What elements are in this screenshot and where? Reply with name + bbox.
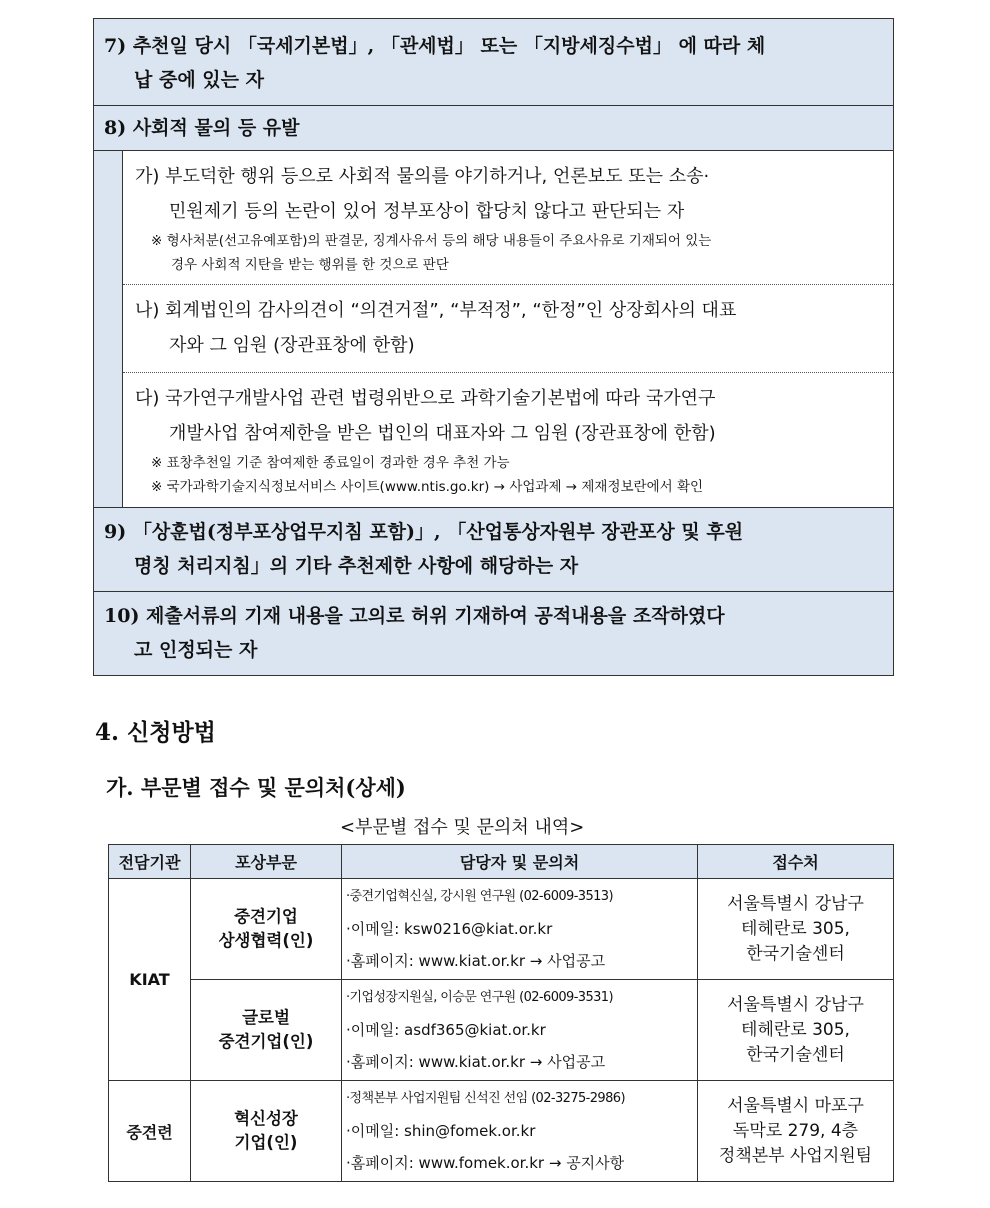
table-caption: <부문별 접수 및 문의처 내역> bbox=[340, 817, 585, 838]
reception-line1: 서울특별시 마포구 bbox=[727, 1095, 864, 1116]
reception-cell bbox=[698, 980, 894, 1081]
contact-homepage[interactable]: ·홈페이지: www.kiat.or.kr → 사업공고 bbox=[346, 1053, 606, 1071]
item-8c-note-2: ※ 국가과학기술지식정보서비스 사이트(www.ntis.go.kr) → 사업과제 → 제재정보란에서 확인 bbox=[151, 479, 704, 495]
contacts-table bbox=[108, 844, 894, 1182]
contact-email[interactable]: ·이메일: ksw0216@kiat.or.kr bbox=[346, 920, 553, 938]
item-8a-note bbox=[135, 229, 883, 277]
criteria-item-10 bbox=[94, 591, 893, 675]
table-header-row bbox=[109, 845, 894, 879]
contact-homepage[interactable]: ·홈페이지: www.kiat.or.kr → 사업공고 bbox=[346, 952, 606, 970]
criteria-item-8-c bbox=[123, 372, 893, 507]
contact-cell bbox=[342, 1081, 698, 1182]
reception-line3: 한국기술센터 bbox=[746, 1044, 845, 1065]
item-8a-line1: 가) 부도덕한 행위 등으로 사회적 물의를 야기하거나, 언론보도 또는 소송· bbox=[135, 166, 710, 187]
header-org: 전담기관 bbox=[109, 845, 191, 879]
criteria-item-8-subitems bbox=[94, 150, 893, 507]
header-contact: 담당자 및 문의처 bbox=[342, 845, 698, 879]
category-line2: 기업(인) bbox=[234, 1133, 298, 1152]
contact-cell bbox=[342, 980, 698, 1081]
category-line1: 중견기업 bbox=[234, 907, 298, 926]
exclusion-criteria-box bbox=[93, 18, 894, 676]
criteria-item-8-title: 8) 사회적 물의 등 유발 bbox=[94, 105, 893, 150]
contact-person: ·중견기업혁신실, 강시원 연구원 (02-6009-3513) bbox=[346, 889, 613, 904]
contact-email[interactable]: ·이메일: asdf365@kiat.or.kr bbox=[346, 1021, 546, 1039]
reception-cell bbox=[698, 1081, 894, 1182]
table-row bbox=[109, 980, 894, 1081]
table-row bbox=[109, 1081, 894, 1182]
org-cell: KIAT bbox=[109, 879, 191, 1081]
criteria-item-8-b bbox=[123, 284, 893, 372]
item-8c-line2: 개발사업 참여제한을 받은 법인의 대표자와 그 임원 (장관표창에 한함) bbox=[169, 423, 716, 444]
item-8b-line1: 나) 회계법인의 감사의견이 “의견거절”, “부적정”, “한정”인 상장회사의 대표 bbox=[135, 300, 737, 321]
category-cell bbox=[191, 1081, 342, 1182]
item-8c-notes bbox=[135, 451, 883, 499]
category-line2: 중견기업(인) bbox=[218, 1032, 314, 1051]
contact-cell bbox=[342, 879, 698, 980]
reception-line2: 테헤란로 305, bbox=[741, 918, 850, 939]
criteria-item-9 bbox=[94, 507, 893, 591]
criteria-item-8-a bbox=[123, 151, 893, 284]
header-reception: 접수처 bbox=[698, 845, 894, 879]
category-line1: 혁신성장 bbox=[234, 1109, 298, 1128]
header-category: 포상부문 bbox=[191, 845, 342, 879]
subsection-heading: 가. 부문별 접수 및 문의처(상세) bbox=[106, 775, 406, 800]
item-8a-note-line1: ※ 형사처분(선고유예포함)의 판결문, 징계사유서 등의 해당 내용들이 주요사유로 기재되어 있는 bbox=[151, 233, 712, 249]
category-cell bbox=[191, 879, 342, 980]
category-line2: 상생협력(인) bbox=[218, 931, 314, 950]
contact-homepage[interactable]: ·홈페이지: www.fomek.or.kr → 공지사항 bbox=[346, 1154, 625, 1172]
item-8c-note-1: ※ 표창추천일 기준 참여제한 종료일이 경과한 경우 추천 가능 bbox=[151, 455, 510, 471]
criteria-item-9-line2: 명칭 처리지침」의 기타 추천제한 사항에 해당하는 자 bbox=[134, 555, 579, 577]
contact-email[interactable]: ·이메일: shin@fomek.or.kr bbox=[346, 1122, 536, 1140]
criteria-item-10-line2: 고 인정되는 자 bbox=[134, 639, 258, 661]
reception-cell bbox=[698, 879, 894, 980]
criteria-item-7-line1: 7) 추천일 당시 「국세기본법」, 「관세법」 또는 「지방세징수법」 에 따라 체 bbox=[104, 35, 766, 57]
reception-line2: 독막로 279, 4층 bbox=[732, 1120, 859, 1141]
item-8a-line2: 민원제기 등의 논란이 있어 정부포상이 합당치 않다고 판단되는 자 bbox=[169, 201, 685, 222]
criteria-item-10-line1: 10) 제출서류의 기재 내용을 고의로 허위 기재하여 공적내용을 조작하였다 bbox=[104, 605, 725, 627]
table-row bbox=[109, 879, 894, 980]
item-8b-line2: 자와 그 임원 (장관표창에 한함) bbox=[169, 335, 415, 356]
reception-line1: 서울특별시 강남구 bbox=[727, 994, 864, 1015]
section-heading: 4. 신청방법 bbox=[95, 719, 216, 746]
item-8a-note-line2: 경우 사회적 지탄을 받는 행위를 한 것으로 판단 bbox=[171, 257, 449, 273]
org-cell: 중견련 bbox=[109, 1081, 191, 1182]
item-8c-line1: 다) 국가연구개발사업 관련 법령위반으로 과학기술기본법에 따라 국가연구 bbox=[135, 388, 716, 409]
criteria-item-7 bbox=[94, 19, 893, 105]
reception-line3: 한국기술센터 bbox=[746, 943, 845, 964]
criteria-item-7-line2: 납 중에 있는 자 bbox=[134, 69, 264, 91]
category-cell bbox=[191, 980, 342, 1081]
reception-line1: 서울특별시 강남구 bbox=[727, 893, 864, 914]
contact-person: ·정책본부 사업지원팀 신석진 선임 (02-3275-2986) bbox=[346, 1091, 625, 1106]
criteria-item-9-line1: 9) 「상훈법(정부포상업무지침 포함)」, 「산업통상자원부 장관포상 및 후원 bbox=[104, 521, 744, 543]
reception-line2: 테헤란로 305, bbox=[741, 1019, 850, 1040]
contact-person: ·기업성장지원실, 이승문 연구원 (02-6009-3531) bbox=[346, 990, 613, 1005]
reception-line3: 정책본부 사업지원팀 bbox=[718, 1145, 873, 1166]
category-line1: 글로벌 bbox=[242, 1008, 290, 1027]
